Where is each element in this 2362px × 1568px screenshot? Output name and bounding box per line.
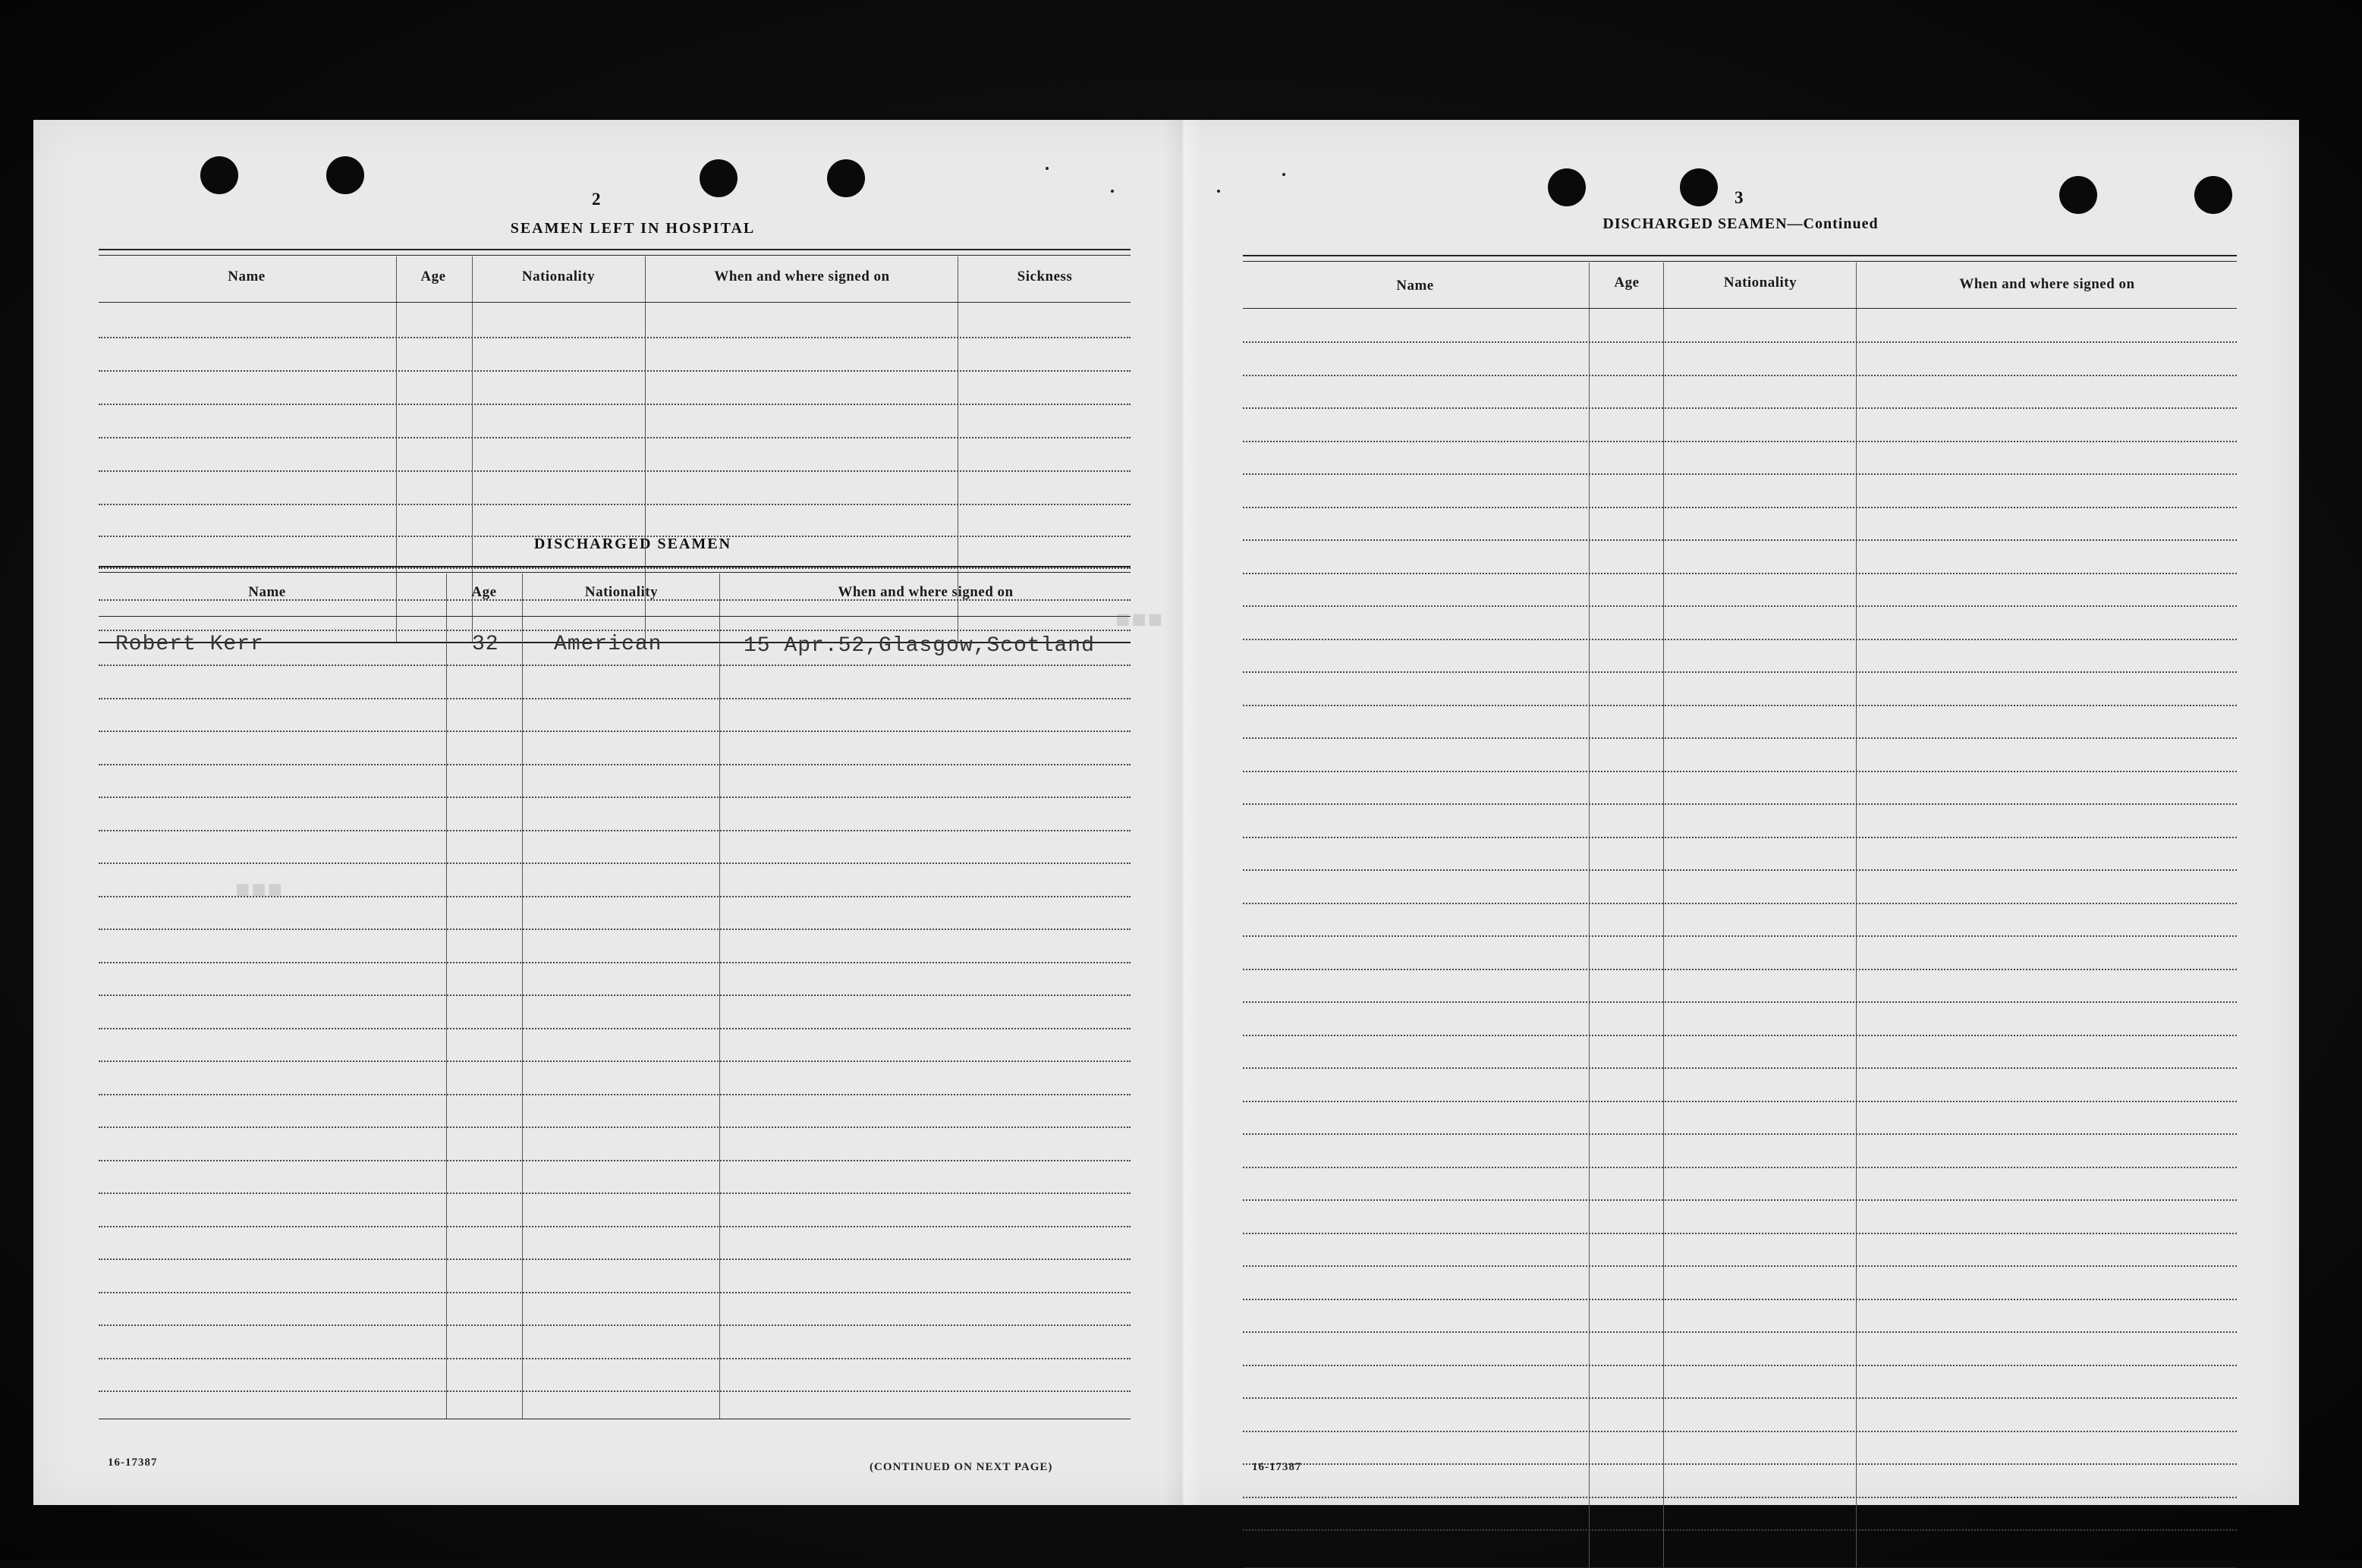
ledger-row-line — [1243, 1431, 2237, 1432]
hospital-col-age: Age — [420, 269, 446, 284]
ledger-row-line — [1243, 473, 2237, 475]
ledger-row-line — [1243, 1167, 2237, 1168]
ledger-sheet — [33, 120, 2299, 1505]
ledger-row-line — [99, 698, 1131, 699]
ledger-row-line — [1243, 969, 2237, 970]
ledger-row-line — [1243, 441, 2237, 442]
ledger-row-line — [1243, 1199, 2237, 1201]
continued-note: (CONTINUED ON NEXT PAGE) — [870, 1461, 1053, 1473]
ledger-row-line — [1243, 1463, 2237, 1465]
ledger-row-line — [1243, 341, 2237, 343]
ledger-row-line — [1243, 1133, 2237, 1135]
ledger-row-line — [99, 1192, 1131, 1194]
ledger-row-line — [1243, 903, 2237, 904]
ledger-row-line — [99, 731, 1131, 732]
ledger-row-line — [99, 1127, 1131, 1128]
ledger-row-line — [99, 995, 1131, 996]
right-top-rule-2 — [1243, 261, 2237, 262]
page-number-right: 3 — [1735, 188, 1744, 207]
ledger-row-line — [1243, 639, 2237, 640]
hospital-row-line — [99, 370, 1131, 372]
ledger-row-line — [1243, 1331, 2237, 1333]
hospital-col-signed-on: When and where signed on — [714, 269, 890, 284]
hospital-row-line — [99, 567, 1131, 569]
ledger-row-line — [1243, 803, 2237, 805]
ledger-row-line — [1243, 837, 2237, 838]
punch-hole — [200, 156, 238, 194]
right-header-rule — [1243, 308, 2237, 309]
ledger-row-line — [1243, 507, 2237, 508]
bleed-through-mark: ■■■ — [1115, 605, 1164, 633]
discharged-col-name: Name — [248, 584, 286, 600]
ledger-row-line — [99, 962, 1131, 963]
ledger-row-line — [99, 1358, 1131, 1359]
ledger-row-line — [99, 1324, 1131, 1326]
right-divider — [1856, 262, 1857, 1567]
hospital-col-sickness: Sickness — [1017, 269, 1073, 284]
ledger-row-line — [99, 764, 1131, 765]
ledger-row-line — [1243, 1035, 2237, 1036]
punch-hole — [2194, 176, 2232, 214]
punch-hole — [2059, 176, 2097, 214]
ledger-row-line — [99, 1160, 1131, 1161]
hospital-row-line — [99, 404, 1131, 405]
ledger-row-line — [1243, 407, 2237, 409]
discharged-section-title: DISCHARGED SEAMEN — [533, 536, 732, 552]
hospital-col-nationality: Nationality — [521, 269, 596, 284]
hospital-row-line — [99, 337, 1131, 338]
punch-hole — [700, 159, 738, 197]
discharged-top-rule-2 — [99, 572, 1131, 573]
ledger-row-line — [1243, 705, 2237, 706]
hospital-row-line — [99, 470, 1131, 472]
form-number-right: 16-17387 — [1252, 1461, 1302, 1473]
ledger-row-line — [99, 665, 1131, 666]
hospital-row-line — [99, 437, 1131, 438]
hospital-top-rule-2 — [99, 255, 1131, 256]
right-col-nationality: Nationality — [1723, 275, 1797, 291]
ledger-row-line — [99, 1028, 1131, 1029]
speck — [1217, 190, 1220, 193]
ledger-row-line — [1243, 1397, 2237, 1399]
ledger-row-line — [99, 896, 1131, 897]
form-number-left: 16-17387 — [108, 1456, 158, 1469]
discharged-col-age: Age — [471, 584, 497, 600]
discharged-col-signed-on: When and where signed on — [838, 584, 1014, 600]
punch-hole — [827, 159, 865, 197]
right-col-signed-on: When and where signed on — [1959, 276, 2135, 292]
discharged-header-rule — [99, 616, 1131, 617]
ledger-row-line — [1243, 737, 2237, 739]
ledger-row-line — [1243, 605, 2237, 607]
speck — [1282, 173, 1285, 176]
entry-nationality: American — [554, 633, 662, 656]
hospital-header-rule — [99, 302, 1131, 303]
hospital-col-name: Name — [228, 269, 266, 284]
hospital-top-rule — [99, 249, 1131, 250]
ledger-row-line — [1243, 1497, 2237, 1498]
entry-name: Robert Kerr — [115, 633, 264, 656]
ledger-row-line — [1243, 539, 2237, 541]
ledger-row-line — [1243, 1529, 2237, 1531]
punch-hole — [1680, 168, 1718, 206]
entry-signed-on: 15 Apr.52,Glasgow,Scotland — [744, 634, 1095, 658]
ledger-row-line — [1243, 1365, 2237, 1366]
ledger-row-line — [1243, 1265, 2237, 1267]
ledger-row-line — [99, 929, 1131, 930]
punch-hole — [1548, 168, 1586, 206]
discharged-top-rule — [99, 566, 1131, 567]
right-col-age: Age — [1614, 275, 1640, 291]
page-number-left: 2 — [592, 190, 601, 209]
ledger-row-line — [1243, 375, 2237, 376]
ledger-row-line — [1243, 869, 2237, 871]
hospital-row-line — [99, 630, 1131, 631]
ledger-row-line — [1243, 1299, 2237, 1300]
right-top-rule — [1243, 255, 2237, 256]
ledger-row-line — [1243, 671, 2237, 673]
ledger-row-line — [99, 830, 1131, 831]
ledger-row-line — [99, 1292, 1131, 1293]
ledger-row-line — [99, 1258, 1131, 1260]
ledger-row-line — [1243, 573, 2237, 574]
entry-age: 32 — [472, 633, 499, 656]
ledger-row-line — [1243, 771, 2237, 772]
ledger-row-line — [99, 797, 1131, 798]
right-divider — [1663, 262, 1664, 1567]
right-divider — [1589, 262, 1590, 1567]
ledger-row-line — [1243, 1233, 2237, 1234]
ledger-row-line — [99, 1390, 1131, 1392]
bleed-through-mark: ■■■ — [235, 875, 284, 903]
ledger-row-line — [99, 863, 1131, 864]
center-fold — [1164, 120, 1202, 1505]
ledger-row-line — [1243, 1001, 2237, 1003]
right-section-title: DISCHARGED SEAMEN—Continued — [1602, 215, 1879, 232]
discharged-col-nationality: Nationality — [584, 584, 659, 600]
punch-hole — [326, 156, 364, 194]
ledger-row-line — [99, 1061, 1131, 1062]
ledger-row-line — [99, 1226, 1131, 1227]
hospital-row-line — [99, 504, 1131, 505]
speck — [1111, 190, 1114, 193]
ledger-row-line — [1243, 1101, 2237, 1102]
speck — [1046, 167, 1049, 170]
right-col-name: Name — [1396, 278, 1434, 294]
ledger-row-line — [99, 1094, 1131, 1095]
ledger-row-line — [1243, 935, 2237, 937]
ledger-row-line — [1243, 1067, 2237, 1069]
hospital-section-title: SEAMEN LEFT IN HOSPITAL — [510, 220, 756, 237]
